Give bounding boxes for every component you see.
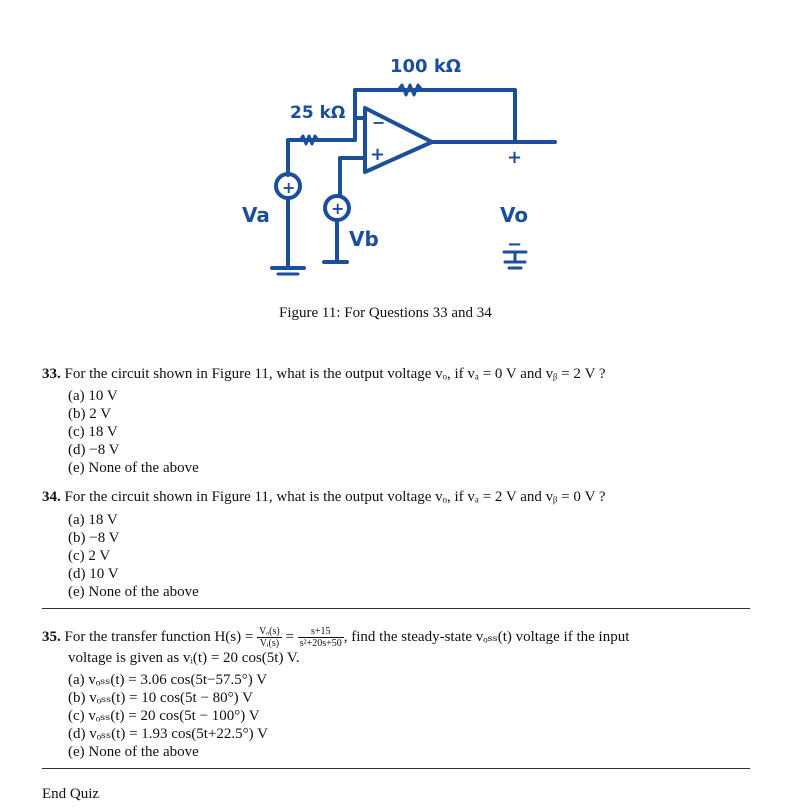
- option: (b) vₒₛₛ(t) = 10 cos(5t − 80°) V: [68, 690, 253, 706]
- divider: [42, 608, 750, 609]
- r-input-label: 25 kΩ: [290, 103, 346, 123]
- divider: [42, 768, 750, 769]
- svg-text:+: +: [331, 199, 345, 218]
- option: (e) None of the above: [68, 744, 199, 760]
- vb-wire: [340, 158, 365, 196]
- option: (d) vₒₛₛ(t) = 1.93 cos(5t+22.5°) V: [68, 726, 268, 742]
- question-34: 34. For the circuit shown in Figure 11, what is the output voltage vₒ, if vₐ = 2 V and vᵦ = 0 V ?: [42, 489, 606, 505]
- va-label: Va: [242, 203, 270, 227]
- question-35: 35. For the transfer function H(s) = $\frac{\text{Vₒ(s)}}{\text{Vᵢ(s)}}$ = $\frac{s+15}{\text{s²+20s+50}}$ , find the steady-state vₒₛₛ(t) voltage if the input: [42, 626, 630, 649]
- vo-plus: +: [507, 147, 523, 168]
- option: (d) 10 V: [68, 566, 119, 582]
- figure-caption: Figure 11: For Questions 33 and 34: [279, 305, 492, 321]
- opamp-minus: −: [372, 113, 386, 132]
- question-35-line2: voltage is given as vᵢ(t) = 20 cos(5t) V.: [68, 650, 300, 666]
- option: (c) 18 V: [68, 424, 118, 440]
- question-35-options: [68, 671, 268, 761]
- option: (c) vₒₛₛ(t) = 20 cos(5t − 100°) V: [68, 708, 260, 724]
- question-33: 33. For the circuit shown in Figure 11, what is the output voltage vₒ, if vₐ = 0 V and vᵦ = 2 V ?: [42, 366, 606, 382]
- option: (e) None of the above: [68, 460, 199, 476]
- option: (a) vₒₛₛ(t) = 3.06 cos(5t−57.5°) V: [68, 672, 268, 688]
- question-33-options: [68, 387, 199, 477]
- option: (a) 18 V: [68, 512, 118, 528]
- opamp-plus: +: [370, 144, 386, 165]
- input-wire: [288, 118, 355, 175]
- vo-minus: −: [507, 234, 523, 255]
- end-quiz: End Quiz: [42, 786, 100, 802]
- option: (b) −8 V: [68, 530, 120, 546]
- svg-text:+: +: [282, 178, 296, 197]
- question-34-options: [68, 511, 199, 601]
- option: (c) 2 V: [68, 548, 111, 564]
- vo-label: Vo: [500, 203, 529, 227]
- circuit-figure: [0, 0, 802, 300]
- option: (a) 10 V: [68, 388, 118, 404]
- vb-label: Vb: [349, 227, 379, 251]
- r-feedback-label: 100 kΩ: [390, 56, 462, 77]
- option: (d) −8 V: [68, 442, 120, 458]
- option: (b) 2 V: [68, 406, 112, 422]
- option: (e) None of the above: [68, 584, 199, 600]
